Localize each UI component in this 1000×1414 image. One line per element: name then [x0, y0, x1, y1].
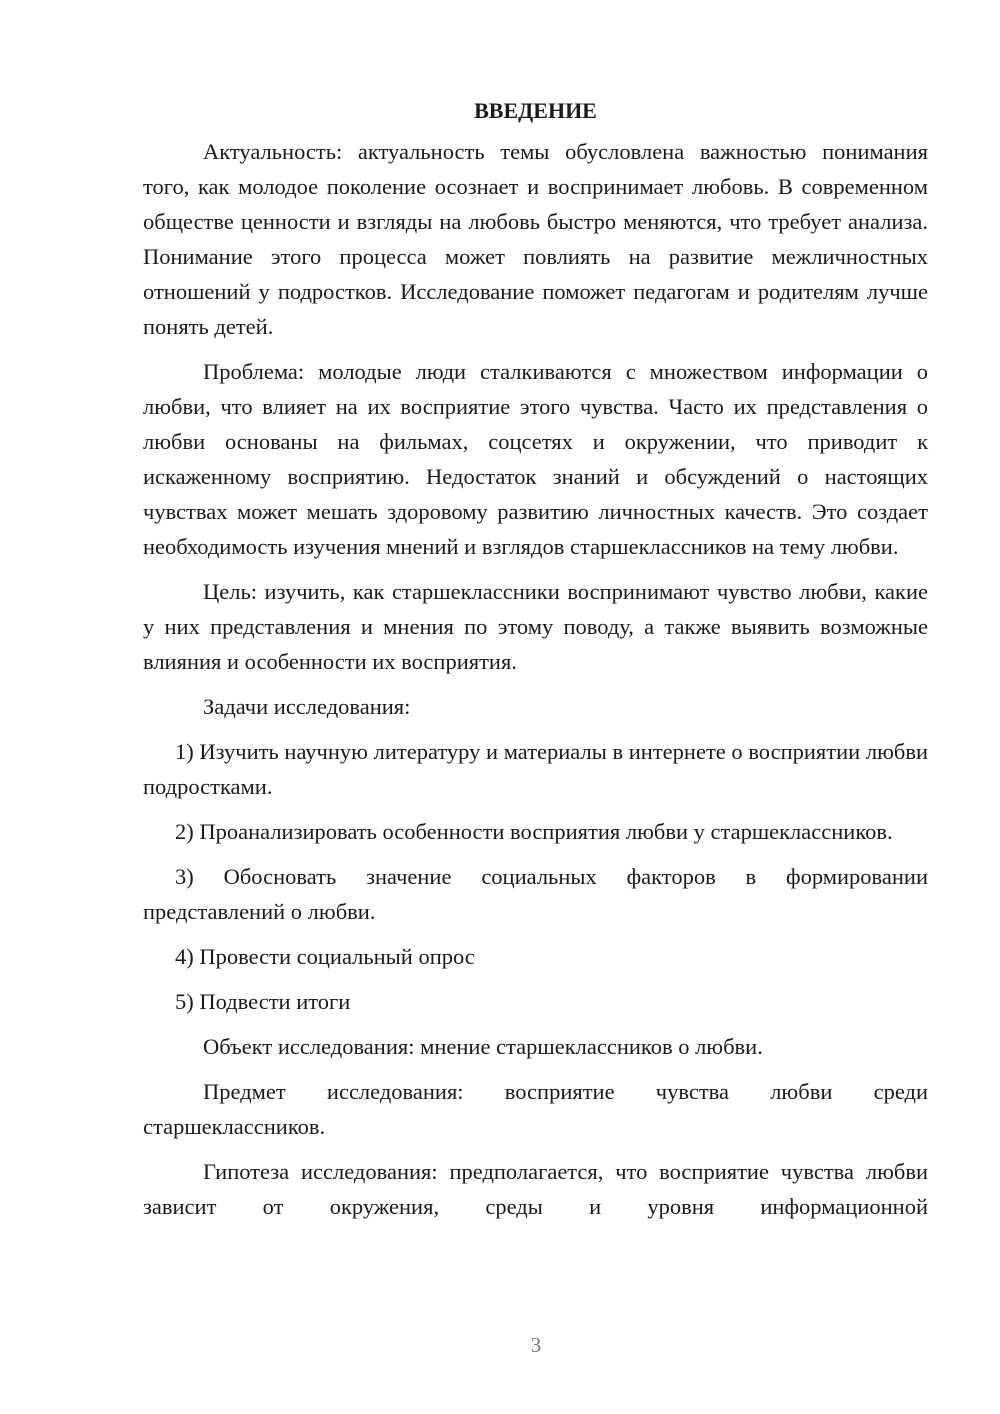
- paragraph-hypothesis: Гипотеза исследования: предполагается, что восприятие чувства любви зависит от окружения, среды и уровня информационной: [143, 1159, 928, 1219]
- list-item-task-2: 2) Проанализировать особенности восприятия любви у старшеклассников.: [175, 819, 893, 844]
- paragraph-subject: Предмет исследования: восприятие чувства любви среди старшеклассников.: [143, 1079, 928, 1139]
- paragraph-relevance: Актуальность: актуальность темы обусловлена важностью понимания того, как молодое поколение осознает и воспринимает любовь. В современном обществе ценности и взгляды на любовь быстро меняются, что требует анализа. Понимание этого процесса может повлиять на развитие межличностных отношений у подростков. Исследование поможет педагогам и родителям лучше понять детей.: [143, 139, 928, 339]
- paragraph-tasks-heading: Задачи исследования:: [203, 694, 411, 719]
- page-number: 3: [530, 1333, 542, 1357]
- list-item-task-4: 4) Провести социальный опрос: [175, 944, 475, 969]
- list-item-task-5: 5) Подвести итоги: [175, 989, 351, 1014]
- paragraph-problem: Проблема: молодые люди сталкиваются с множеством информации о любви, что влияет на их восприятие этого чувства. Часто их представления о любви основаны на фильмах, соцсетях и окружении, что приводит к искаженному восприятию. Недостаток знаний и обсуждений о настоящих чувствах может мешать здоровому развитию личностных качеств. Это создает необходимость изучения мнений и взглядов старшеклассников на тему любви.: [143, 359, 928, 559]
- document-body: [143, 96, 928, 1234]
- list-item-task-3: 3) Обосновать значение социальных факторов в формировании представлений о любви.: [143, 864, 928, 924]
- paragraph-goal: Цель: изучить, как старшеклассники воспринимают чувство любви, какие у них представления и мнения по этому поводу, а также выявить возможные влияния и особенности их восприятия.: [143, 579, 928, 674]
- list-item-task-1: 1) Изучить научную литературу и материалы в интернете о восприятии любви подростками.: [143, 739, 928, 799]
- page-title: ВВЕДЕНИЕ: [474, 98, 597, 123]
- paragraph-object: Объект исследования: мнение старшеклассников о любви.: [203, 1034, 763, 1059]
